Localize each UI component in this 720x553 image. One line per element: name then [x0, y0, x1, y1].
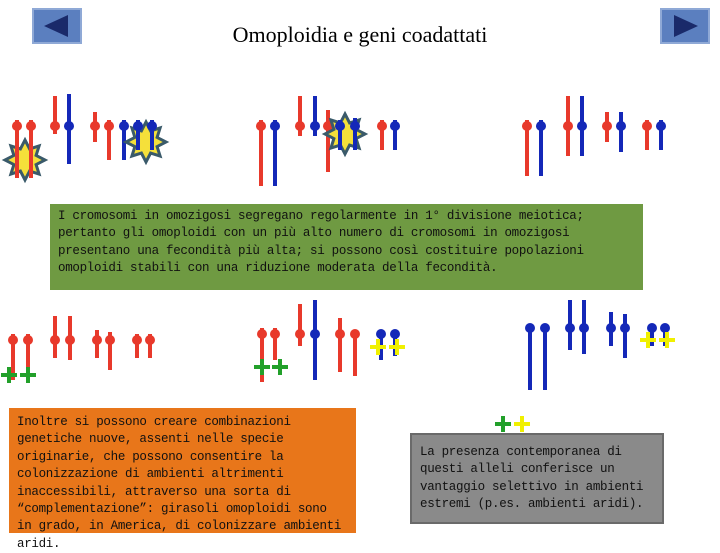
- centromere: [310, 121, 320, 131]
- yellow-allele-mark: [646, 332, 650, 348]
- centromere: [257, 329, 267, 339]
- blue-chromosome: [525, 323, 535, 390]
- red-chromosome: [65, 316, 75, 360]
- centromere: [540, 323, 550, 333]
- centromere: [50, 121, 60, 131]
- blue-chromosome: [579, 300, 589, 354]
- red-chromosome: [270, 328, 280, 360]
- red-chromosome: [256, 120, 266, 186]
- red-chromosome: [145, 334, 155, 358]
- blue-chromosome: [390, 120, 400, 150]
- red-chromosome: [602, 112, 612, 142]
- blue-chromosome: [64, 94, 74, 164]
- chromatid: [543, 324, 547, 390]
- blue-chromosome: [536, 120, 546, 176]
- centromere: [64, 121, 74, 131]
- chromatid: [528, 324, 532, 390]
- centromere: [295, 329, 305, 339]
- info-box-homozygosity: I cromosomi in omozigosi segregano regolarmente in 1° divisione meiotica; pertanto gli omoploidi con un più alto numero di cromosomi in omozigosi presentano una fecondità più alta; si possono così costituire popolazioni omoploidi stabili con una riduzione moderata della fecondità.: [50, 204, 643, 290]
- centromere: [522, 121, 532, 131]
- blue-chromosome: [606, 312, 616, 346]
- red-chromosome: [105, 332, 115, 370]
- red-chromosome: [132, 334, 142, 358]
- red-chromosome: [50, 96, 60, 134]
- blue-chromosome: [310, 300, 320, 380]
- yellow-allele-mark: [520, 416, 524, 432]
- centromere: [256, 121, 266, 131]
- info-box-selective-advantage: La presenza contemporanea di questi alleli conferisce un vantaggio selettivo in ambienti estremi (p.es. ambienti aridi).: [410, 433, 664, 524]
- red-chromosome: [563, 96, 573, 156]
- red-chromosome: [377, 120, 387, 150]
- centromere: [26, 121, 36, 131]
- centromere: [105, 335, 115, 345]
- centromere: [620, 323, 630, 333]
- green-allele-mark: [278, 359, 282, 375]
- centromere: [536, 121, 546, 131]
- centromere: [133, 121, 143, 131]
- centromere: [12, 121, 22, 131]
- red-chromosome: [642, 120, 652, 150]
- green-allele-mark: [501, 416, 505, 432]
- centromere: [390, 121, 400, 131]
- red-chromosome: [50, 316, 60, 358]
- green-allele-mark: [260, 359, 264, 375]
- blue-chromosome: [310, 96, 320, 136]
- chromatid: [338, 318, 342, 372]
- centromere: [90, 121, 100, 131]
- centromere: [65, 335, 75, 345]
- green-allele-mark: [7, 367, 11, 383]
- centromere: [23, 335, 33, 345]
- red-chromosome: [350, 329, 360, 376]
- chromatid: [623, 314, 627, 358]
- centromere: [565, 323, 575, 333]
- red-chromosome: [295, 304, 305, 346]
- blue-chromosome: [565, 300, 575, 350]
- centromere: [350, 121, 360, 131]
- centromere: [92, 335, 102, 345]
- info-box-new-combinations: Inoltre si possono creare combinazioni genetiche nuove, assenti nelle specie originarie, che possono consentire la colonizzazione di ambienti altrimenti inaccessibili, attraverso una sorta di “complementazione”: girasoli omoploidi sono in grado, in America, di colonizzare ambienti aridi.: [9, 408, 356, 533]
- red-chromosome: [90, 112, 100, 142]
- centromere: [104, 121, 114, 131]
- red-chromosome: [104, 120, 114, 160]
- centromere: [50, 335, 60, 345]
- centromere: [602, 121, 612, 131]
- red-chromosome: [522, 120, 532, 176]
- star-burst-icon: [126, 122, 166, 162]
- centromere: [642, 121, 652, 131]
- centromere: [563, 121, 573, 131]
- centromere: [145, 335, 155, 345]
- centromere: [647, 323, 657, 333]
- blue-chromosome: [656, 120, 666, 150]
- centromere: [350, 329, 360, 339]
- yellow-allele-mark: [395, 339, 399, 355]
- centromere: [270, 121, 280, 131]
- blue-chromosome: [577, 96, 587, 156]
- centromere: [606, 323, 616, 333]
- star-burst-icon: [5, 140, 45, 180]
- centromere: [295, 121, 305, 131]
- centromere: [660, 323, 670, 333]
- centromere: [335, 329, 345, 339]
- centromere: [579, 323, 589, 333]
- centromere: [270, 329, 280, 339]
- centromere: [132, 335, 142, 345]
- blue-chromosome: [270, 120, 280, 186]
- centromere: [377, 121, 387, 131]
- centromere: [119, 121, 129, 131]
- chromatid: [313, 300, 317, 380]
- centromere: [656, 121, 666, 131]
- star-burst-icon: [325, 114, 365, 154]
- yellow-allele-mark: [376, 339, 380, 355]
- blue-chromosome: [540, 323, 550, 390]
- centromere: [616, 121, 626, 131]
- green-allele-mark: [26, 367, 30, 383]
- centromere: [335, 121, 345, 131]
- red-chromosome: [92, 330, 102, 358]
- centromere: [310, 329, 320, 339]
- centromere: [376, 329, 386, 339]
- centromere: [147, 121, 157, 131]
- yellow-allele-mark: [665, 332, 669, 348]
- red-chromosome: [295, 96, 305, 136]
- blue-chromosome: [620, 314, 630, 358]
- centromere: [525, 323, 535, 333]
- slide-title: Omoploidia e geni coadattati: [232, 22, 488, 47]
- centromere: [8, 335, 18, 345]
- blue-chromosome: [616, 112, 626, 152]
- red-chromosome: [335, 318, 345, 372]
- chromatid: [619, 112, 623, 152]
- chromatid: [298, 304, 302, 346]
- centromere: [577, 121, 587, 131]
- centromere: [390, 329, 400, 339]
